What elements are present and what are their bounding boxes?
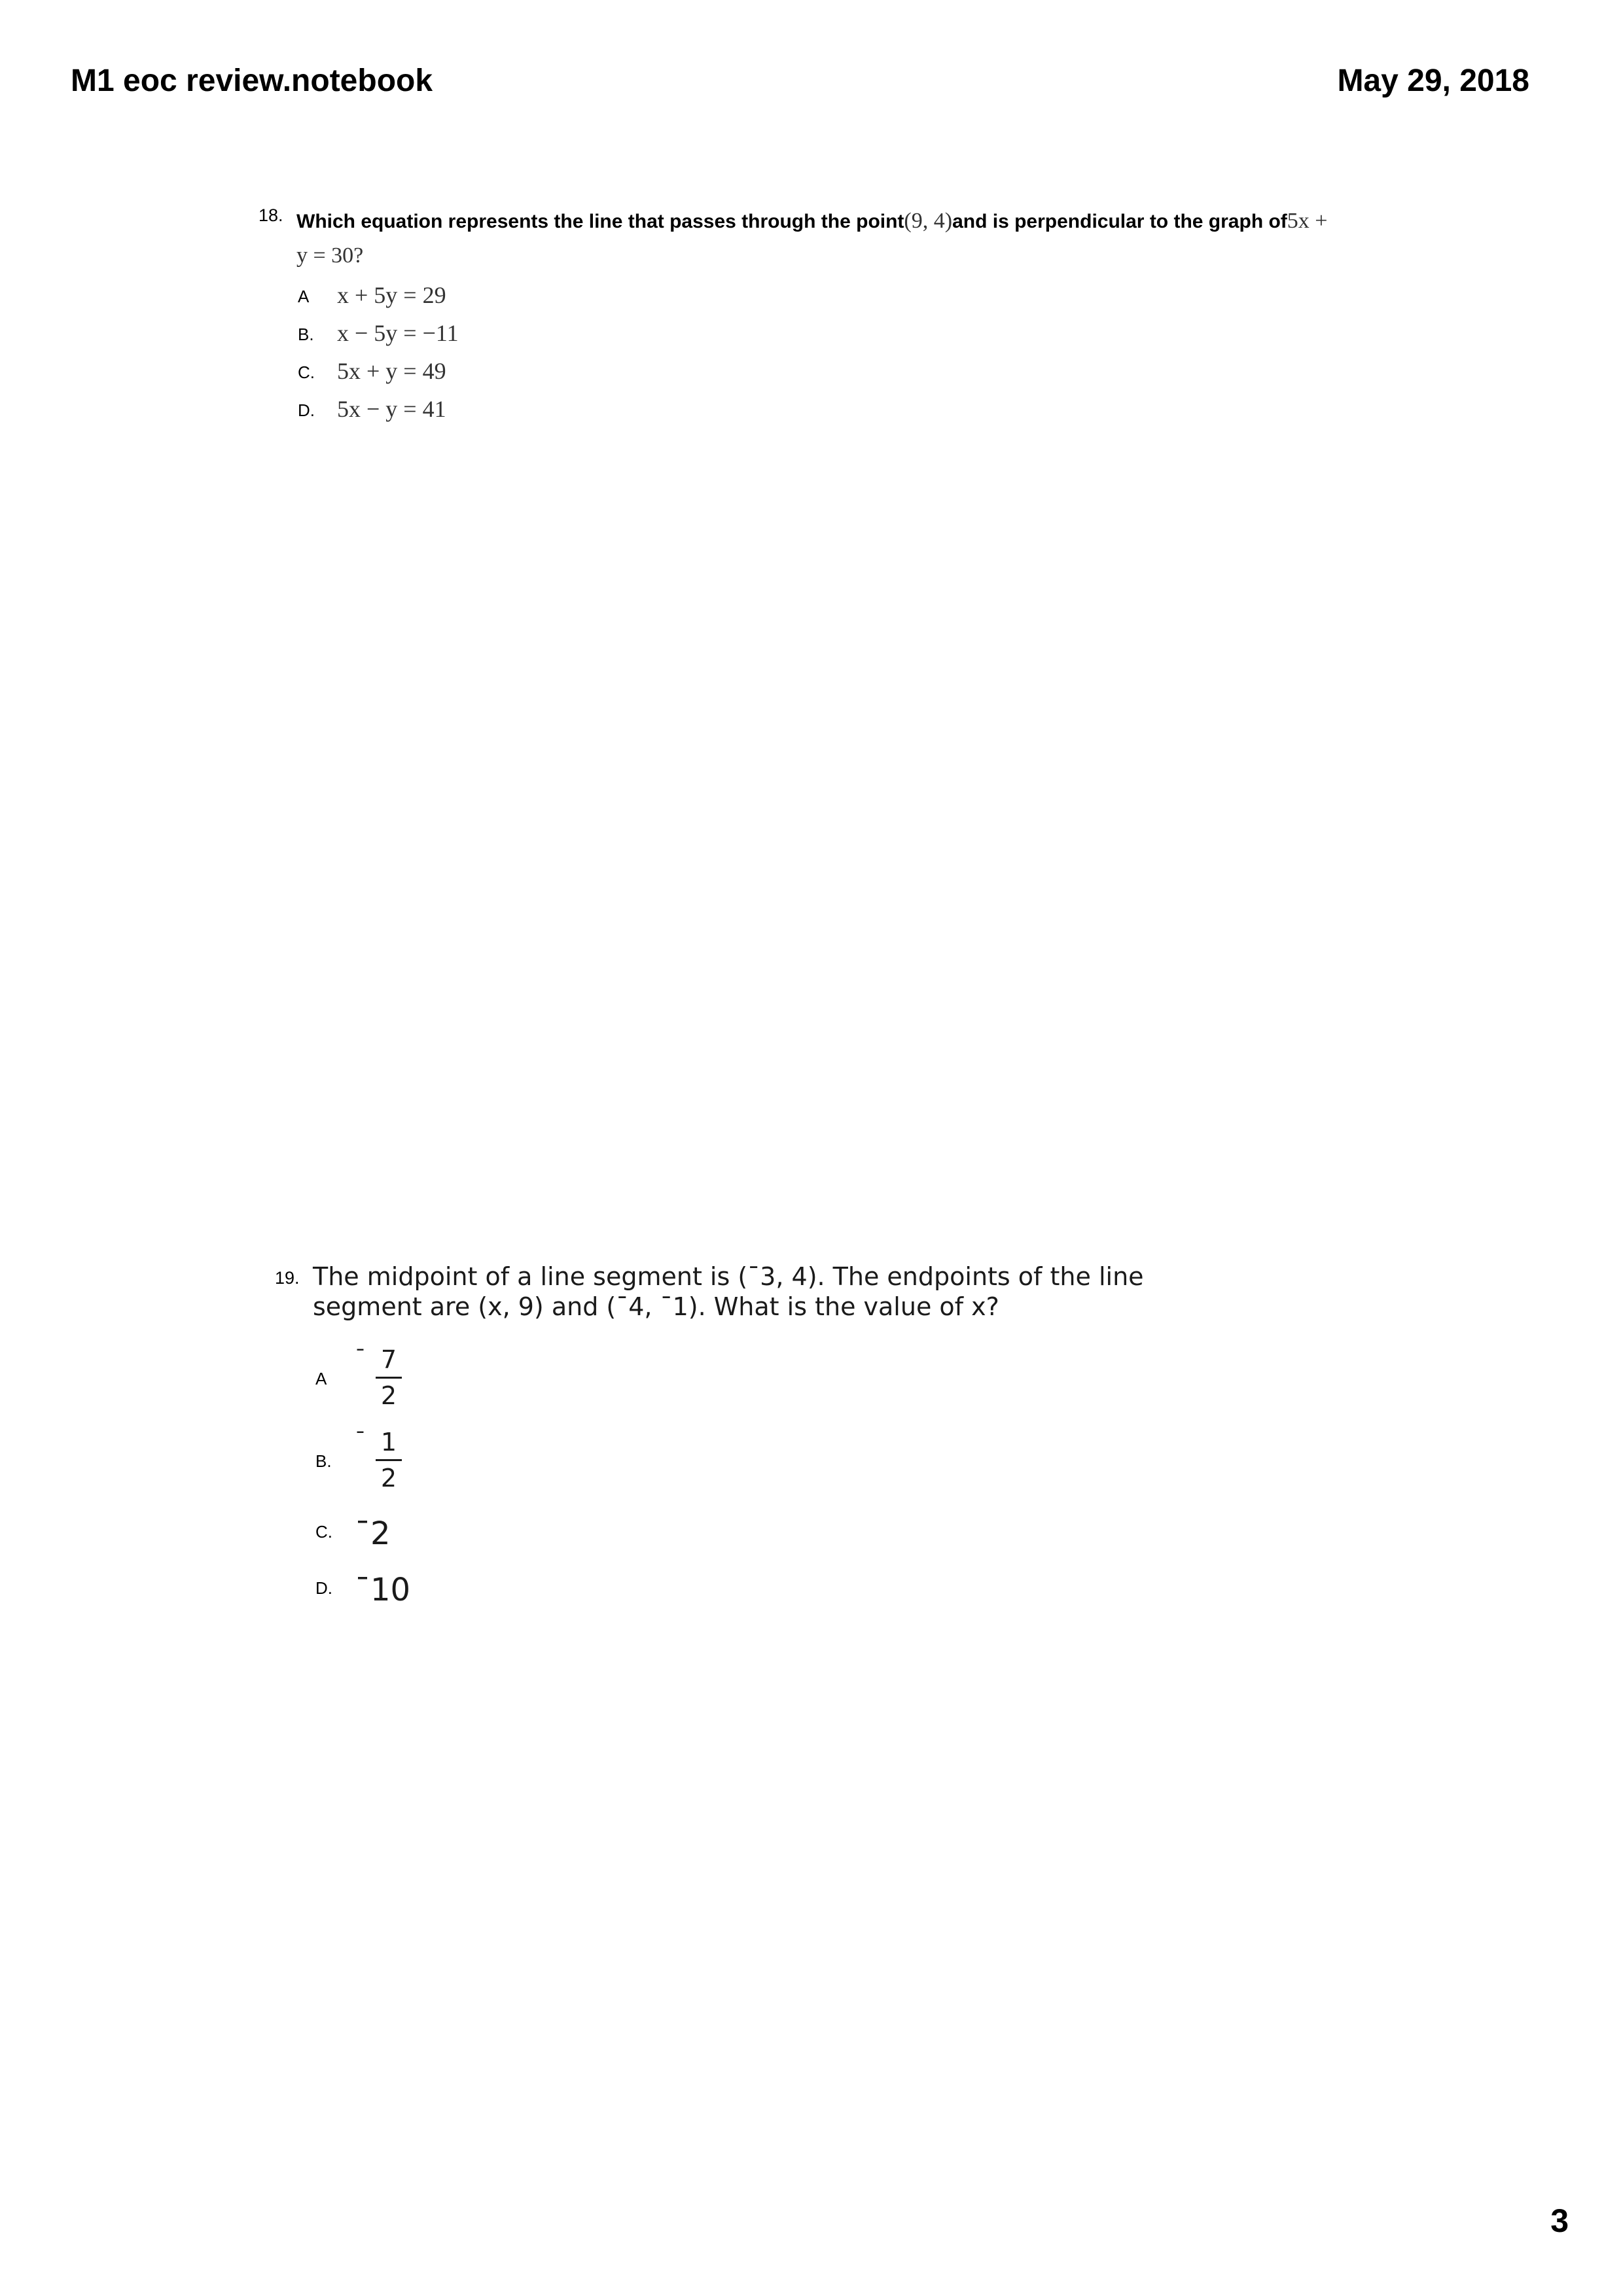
fraction: [376, 1345, 402, 1410]
choice-label: C.: [315, 1522, 332, 1542]
stem-point: (9, 4): [904, 209, 953, 233]
denominator: 2: [380, 1381, 397, 1410]
question-number: 19.: [275, 1268, 300, 1288]
negative-sign: ¯: [355, 1345, 366, 1371]
denominator: 2: [380, 1464, 397, 1492]
choice-label: A: [298, 287, 310, 306]
choice-label: D.: [315, 1578, 332, 1598]
question-number: 18.: [259, 205, 283, 225]
choice-label: C.: [298, 362, 315, 382]
choice-value: 5x − y = 41: [337, 396, 446, 422]
fraction-bar: [376, 1459, 402, 1461]
stem-text-part1: Which equation represents the line that passes through the point: [296, 211, 904, 232]
document-title: M1 eoc review.notebook: [71, 63, 433, 98]
document-date: May 29, 2018: [1337, 63, 1529, 98]
question-stem: [296, 204, 1330, 274]
stem-line-2: segment are (x, 9) and (¯4, ¯1). What is the value of x?: [313, 1292, 999, 1321]
numerator: 1: [380, 1428, 397, 1457]
choice-value: x − 5y = −11: [337, 320, 459, 346]
fraction-bar: [376, 1377, 402, 1379]
fraction: [376, 1428, 402, 1492]
choice-label: B.: [315, 1451, 332, 1471]
stem-equation: 5x + y = 30?: [296, 209, 1328, 268]
choice-label: D.: [298, 400, 315, 420]
choice-value: x + 5y = 29: [337, 282, 446, 308]
page-number: 3: [1550, 2202, 1569, 2239]
negative-sign: ¯: [355, 1428, 366, 1454]
stem-line-1: The midpoint of a line segment is (¯3, 4). The endpoints of the line: [313, 1262, 1144, 1291]
numerator: 7: [380, 1345, 397, 1374]
choice-label: A: [315, 1369, 327, 1388]
choice-label: B.: [298, 325, 314, 344]
question-stem: [313, 1262, 1294, 1322]
choice-value: ¯10: [355, 1572, 411, 1608]
choice-value: ¯2: [355, 1515, 391, 1552]
choice-value: 5x + y = 49: [337, 358, 446, 384]
stem-text-part2: and is perpendicular to the graph of: [952, 211, 1287, 232]
